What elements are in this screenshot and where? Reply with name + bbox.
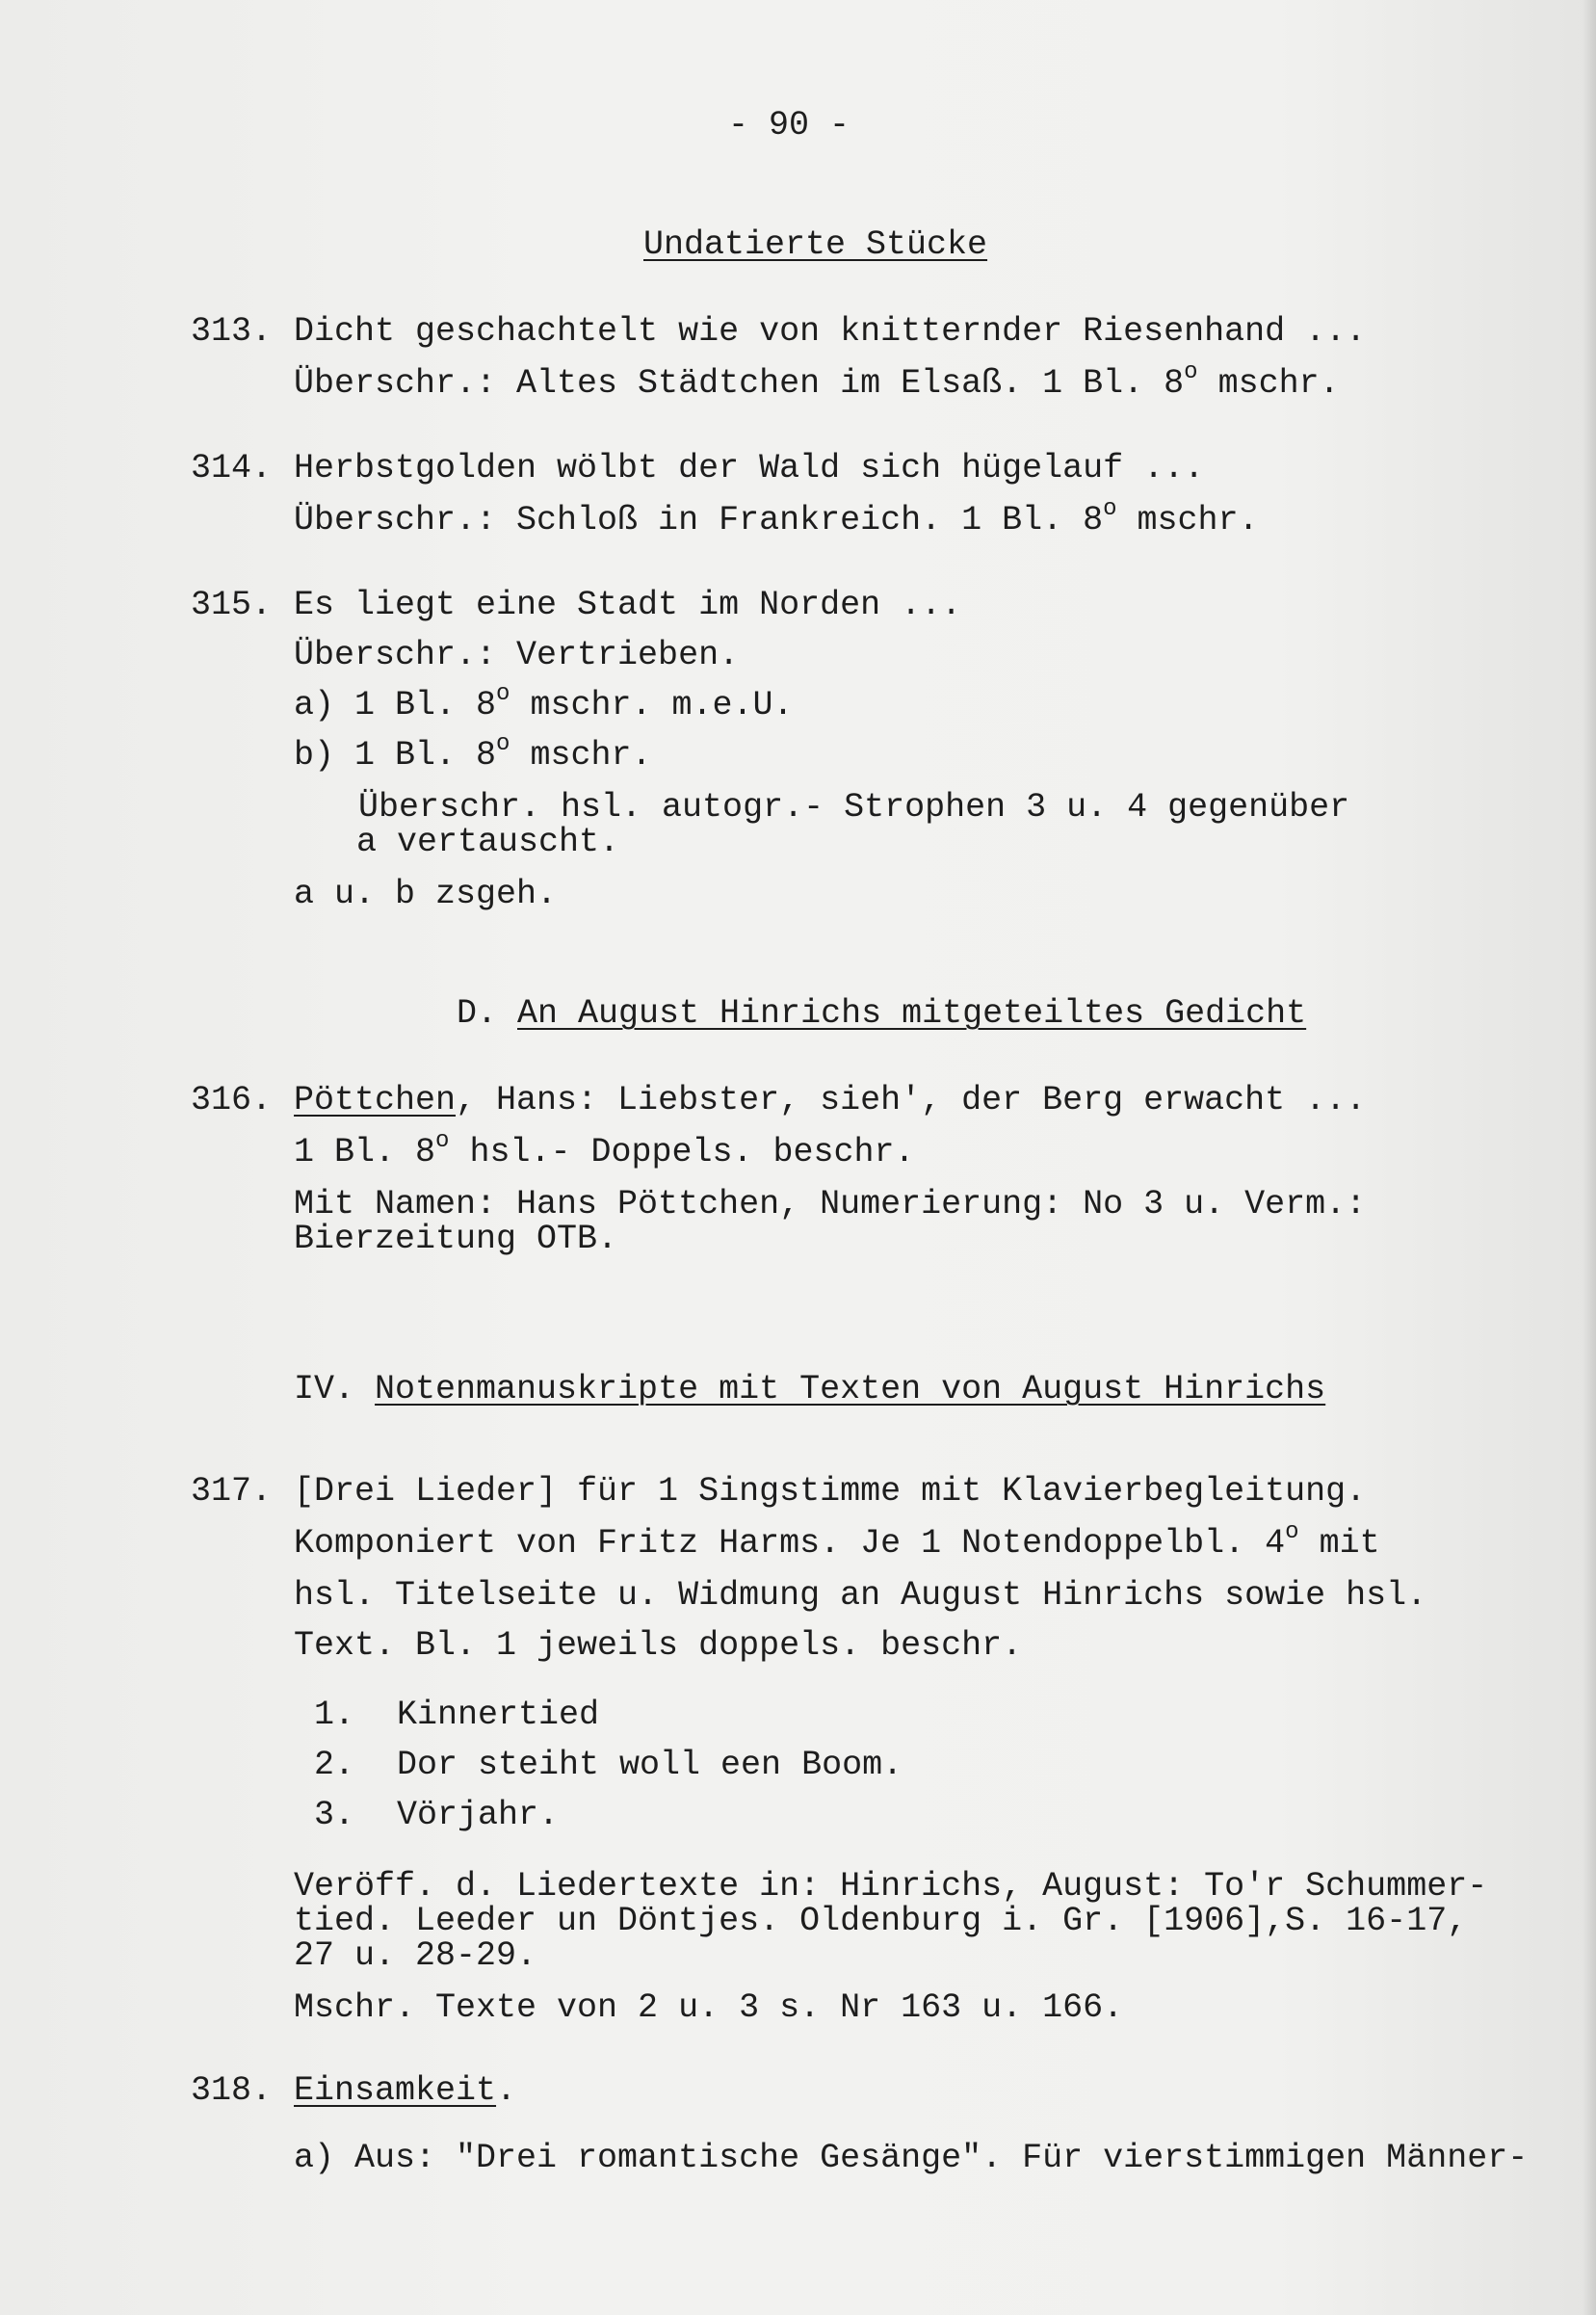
entry-note-line: Bierzeitung OTB. [294,1220,618,1258]
entry-number: 314. [191,449,273,487]
song-title: Vörjahr. [397,1796,560,1834]
entry-title-line: [Drei Lieder] für 1 Singstimme mit Klavierbegleitung. [294,1472,1367,1511]
entry-detail-line: Text. Bl. 1 jeweils doppels. beschr. [294,1626,1023,1665]
entry-number: 316. [191,1081,273,1119]
song-title: Kinnertied [397,1696,600,1734]
entry-number: 313. [191,312,273,351]
entry-number: 315. [191,586,273,624]
publication-line: tied. Leeder un Döntjes. Oldenburg i. Gr. [1906],S. 16-17, [294,1902,1468,1940]
entry-detail-line: Überschr.: Altes Städtchen im Elsaß. 1 Bl. 8$^o$ mschr. [294,359,1340,403]
entry-note-line: Mschr. Texte von 2 u. 3 s. Nr 163 u. 166. [294,1988,1124,2027]
entry-variant-a: a) Aus: "Drei romantische Gesänge". Für vierstimmigen Männer- [294,2139,1529,2177]
entry-title-line: Dicht geschachtelt wie von knitternder Riesenhand ... [294,312,1367,351]
song-title: Dor steiht woll een Boom. [397,1746,903,1784]
entry-note-line: a vertauscht. [356,823,620,861]
entry-variant-b: b) 1 Bl. 8$^o$ mschr. [294,731,652,775]
entry-detail-line: a u. b zsgeh. [294,875,558,913]
entry-title-line: Es liegt eine Stadt im Norden ... [294,586,962,624]
entry-title-line: Einsamkeit. [294,2071,517,2110]
entry-detail-line: hsl. Titelseite u. Widmung an August Hinrichs sowie hsl. [294,1576,1427,1615]
entry-note-line: Überschr. hsl. autogr.- Strophen 3 u. 4 gegenüber [358,788,1350,827]
entry-number: 317. [191,1472,273,1511]
entry-detail-line: 1 Bl. 8$^o$ hsl.- Doppels. beschr. [294,1128,915,1171]
song-number: 3. [314,1796,355,1834]
section-heading-iv: IV. Notenmanuskripte mit Texten von August Hinrichs [294,1370,1326,1408]
section-heading-undated: Undatierte Stücke [643,225,988,264]
entry-note-line: Mit Namen: Hans Pöttchen, Numerierung: No 3 u. Verm.: [294,1185,1367,1223]
song-number: 2. [314,1746,355,1784]
entry-number: 318. [191,2071,273,2110]
page-number: - 90 - [728,106,850,145]
page-edge-shadow [1583,0,1596,2315]
entry-variant-a: a) 1 Bl. 8$^o$ mschr. m.e.U. [294,681,794,724]
publication-line: 27 u. 28-29. [294,1936,537,1975]
entry-detail-line: Überschr.: Schloß in Frankreich. 1 Bl. 8$^o$ mschr. [294,496,1259,539]
song-number: 1. [314,1696,355,1734]
publication-line: Veröff. d. Liedertexte in: Hinrichs, August: To'r Schummer- [294,1867,1488,1906]
entry-detail-line: Überschr.: Vertrieben. [294,636,740,674]
section-heading-d: D. An August Hinrichs mitgeteiltes Gedicht [457,994,1307,1033]
entry-title-line: Pöttchen, Hans: Liebster, sieh', der Berg erwacht ... [294,1081,1367,1119]
entry-detail-line: Komponiert von Fritz Harms. Je 1 Notendoppelbl. 4$^o$ mit [294,1519,1380,1563]
entry-title-line: Herbstgolden wölbt der Wald sich hügelauf ... [294,449,1205,487]
